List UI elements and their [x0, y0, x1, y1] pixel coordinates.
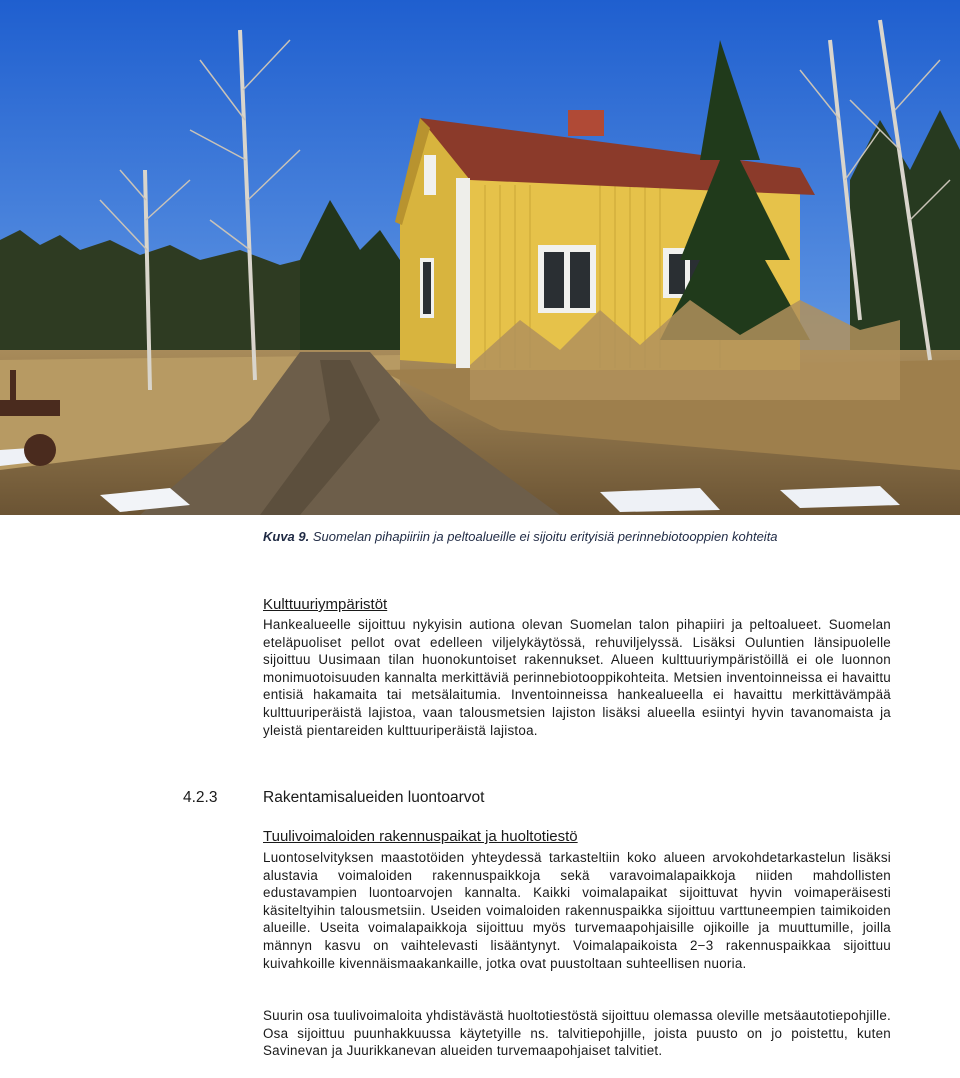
- heading-kulttuuriymparistot: Kulttuuriympäristöt: [263, 596, 388, 613]
- figure-label: Kuva 9.: [263, 529, 310, 544]
- paragraph-rakennuspaikat: Luontoselvityksen maastotöiden yhteydessä tarkasteltiin koko alueen arvokohdetarkastelun lisäksi alustavia voimaloiden rakennuspaikkoja sekä varavoimalapaikkoja niiden mahdollisten edustavampien luontoarvojen kannalta. Kaikki voimalapaikat sijoittuvat hyvin voimaperäisesti käsiteltyihin talousmetsiin. Useiden voimaloiden rakennuspaikka sijoittuu varttuneempien taimikoiden alueille. Useita voimalapaikkoja sijoittuu myös turvemaapohjaisille ojikoille ja muuttumille, joilla männyn kasvu on vaihtelevasti lisääntynyt. Voimalapaikoista 2−3 rakennuspaikkaa sijoittuu kuivahkoille kivennäismaakankaille, jotka ovat puustoltaan suhteellisen nuoria.: [263, 850, 891, 971]
- section-number: 4.2.3: [183, 789, 218, 806]
- house-photo: [0, 0, 960, 515]
- figure-caption-text: Suomelan pihapiiriin ja peltoalueille ei sijoitu erityisiä perinnebiotooppien kohteita: [309, 529, 778, 544]
- paragraph-huoltotiesto: Suurin osa tuulivoimaloita yhdistävästä huoltotiestöstä sijoittuu olemassa oleville metsäautotiepohjille. Osa sijoittuu puunhakkuussa käytetyille ns. talvitiepohjille, joista puusto on jo poistettu, kuten Savinevan ja Juurikkanevan alueiden turvemaapohjaiset talvitiet.: [263, 1008, 891, 1059]
- section-title: Rakentamisalueiden luontoarvot: [263, 789, 485, 806]
- paragraph-kulttuuri: Hankealueelle sijoittuu nykyisin autiona olevan Suomelan talon pihapiiri ja peltoalueet. Suomelan eteläpuoliset pellot ovat edelleen viljelykäytössä, rehuviljelyssä. Lisäksi Ouluntien länsipuolelle sijoittuu Uusimaan tilan huonokuntoiset rakennukset. Alueen kulttuuriympäristöillä ei ole luonnon monimuotoisuuden kannalta merkittäviä perinnebiotooppikohteita. Metsien inventoinneissa ei havaittu entisiä hakamaita tai metsälaitumia. Inventoinneissa hankealueella ei havaittu merkittävämpää kulttuuriperäistä lajistoa, vaan talousmetsien lajiston lisäksi alueella esiintyi hyvin tavanomaista ja yleistä pientareiden kulttuuriperäistä lajistoa.: [263, 617, 891, 738]
- heading-tuulivoimaloiden: Tuulivoimaloiden rakennuspaikat ja huoltotiestö: [263, 828, 578, 845]
- figure-caption: [263, 529, 778, 544]
